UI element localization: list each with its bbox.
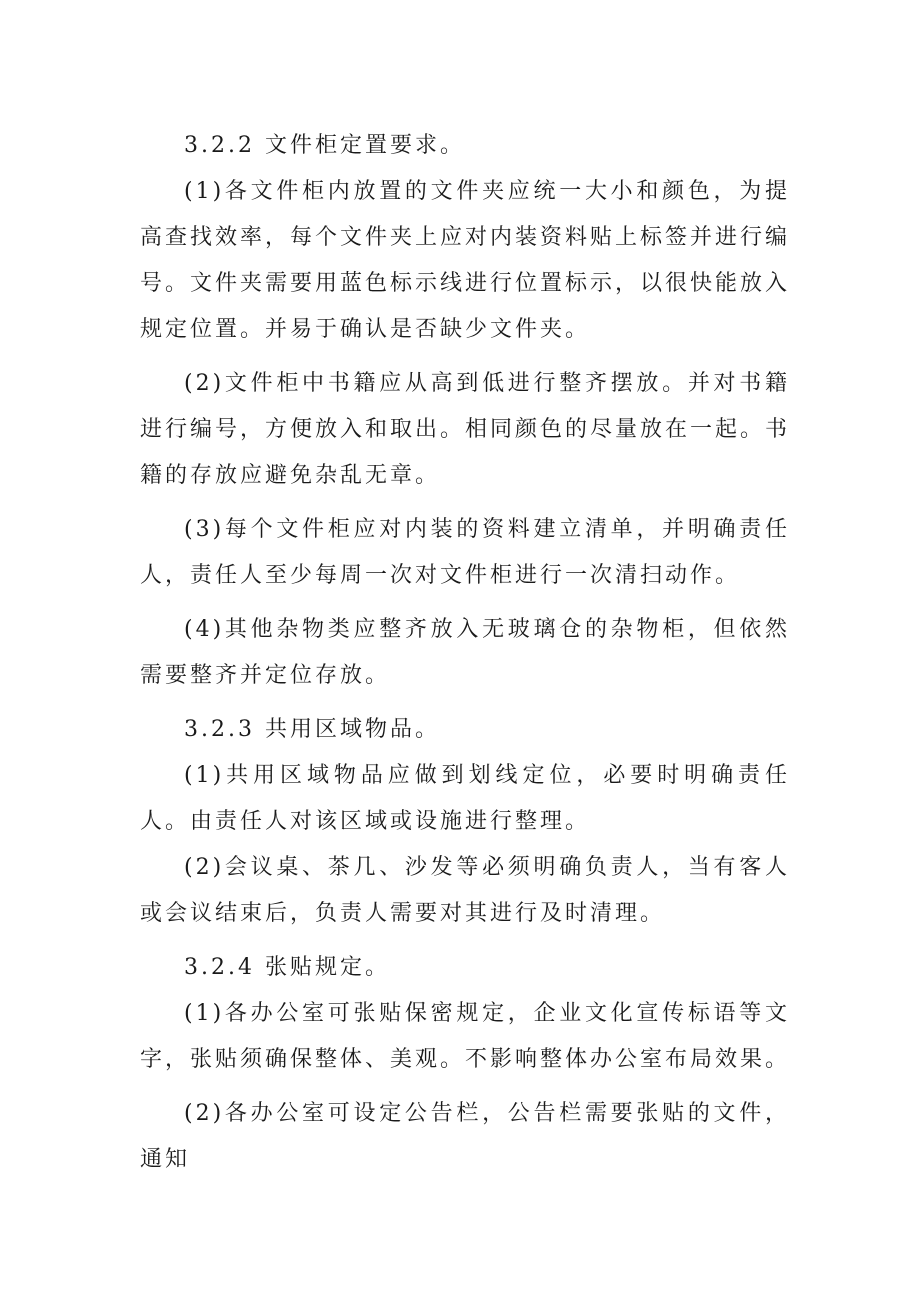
paragraph-cabinet-books: (2)文件柜中书籍应从高到低进行整齐摆放。并对书籍进行编号，方便放入和取出。相同颜色的尽量放在一起。书籍的存放应避免杂乱无章。	[140, 371, 791, 488]
paragraph-posting-rules: (1)各办公室可张贴保密规定，企业文化宣传标语等文字，张贴须确保整体、美观。不影响整体办公室布局效果。	[140, 1001, 791, 1072]
section-heading-3-2-4: 3.2.4 张贴规定。	[184, 955, 390, 980]
paragraph-bulletin-board: (2)各办公室可设定公告栏，公告栏需要张贴的文件，通知	[140, 1101, 790, 1172]
paragraph-cabinet-folders: (1)各文件柜内放置的文件夹应统一大小和颜色，为提高查找效率，每个文件夹上应对内装资料贴上标签并进行编号。文件夹需要用蓝色标示线进行位置标示，以很快能放入规定位置。并易于确认是否缺少文件夹。	[140, 179, 791, 342]
paragraph-meeting-furniture: (2)会议桌、茶几、沙发等必须明确负责人，当有客人或会议结束后，负责人需要对其进行及时清理。	[140, 855, 790, 926]
paragraph-misc-items: (4)其他杂物类应整齐放入无玻璃仓的杂物柜，但依然需要整齐并定位存放。	[140, 617, 790, 688]
paragraph-cabinet-inventory: (3)每个文件柜应对内装的资料建立清单，并明确责任人，责任人至少每周一次对文件柜进行一次清扫动作。	[140, 517, 790, 588]
section-heading-3-2-3: 3.2.3 共用区域物品。	[184, 717, 440, 742]
paragraph-shared-area-marking: (1)共用区域物品应做到划线定位，必要时明确责任人。由责任人对该区域或设施进行整理。	[140, 763, 790, 834]
section-heading-3-2-2: 3.2.2 文件柜定置要求。	[184, 133, 465, 158]
